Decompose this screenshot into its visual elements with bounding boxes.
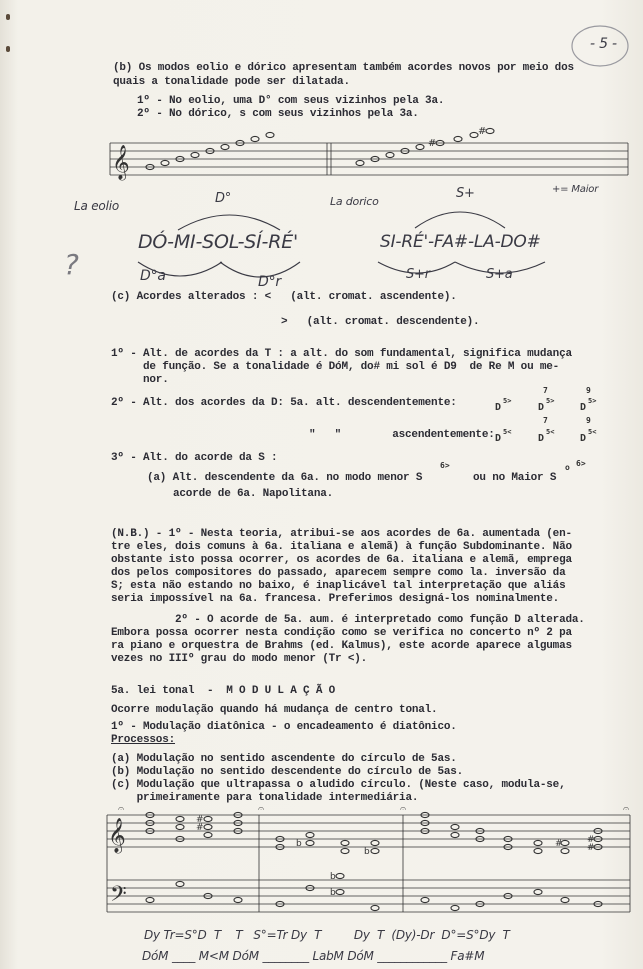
svg-text:6>: 6> xyxy=(576,459,586,468)
svg-text:D: D xyxy=(495,402,502,413)
hw-d-a: D°a xyxy=(140,268,166,284)
svg-text:𝄐: 𝄐 xyxy=(400,802,407,815)
bottom-function-labels: Dy Tr=S°D T T S°=Tr Dy T Dy T (Dy)-Dr D°=S°Dy T xyxy=(144,928,510,942)
altered-p1-c: nor. xyxy=(111,374,169,386)
svg-text:𝄐: 𝄐 xyxy=(118,802,125,815)
altered-p1-a: 1º - Alt. de acordes da T : a alt. do som fundamental, significa mudança xyxy=(111,348,572,360)
altered-p2b: " " ascendentemente: xyxy=(309,429,495,441)
svg-text:#: # xyxy=(587,835,595,845)
svg-text:D: D xyxy=(538,402,545,413)
modulation-b: (b) Modulação no sentido descendente do círculo de 5as. xyxy=(111,766,464,778)
hw-s-plus: S+ xyxy=(456,186,475,201)
svg-text:b: b xyxy=(364,847,370,857)
svg-text:b: b xyxy=(330,872,336,882)
altered-p3a: (a) Alt. descendente da 6a. no modo menor S xyxy=(147,472,423,484)
intro-line-1: (b) Os modos eolio e dórico apresentam também acordes novos por meio dos xyxy=(113,62,574,74)
svg-text:5>: 5> xyxy=(546,397,555,405)
svg-text:D: D xyxy=(580,402,587,413)
svg-text:D: D xyxy=(495,433,502,444)
hw-arcs xyxy=(138,212,545,277)
hw-dorico-notes: SI-RÉ'-FA#-LA-DO# xyxy=(380,232,541,252)
nb-line-3: obstante isto possa ocorrer, os acordes de 6a. italiana e alemã, emprega xyxy=(111,554,572,566)
nb-line-6: seria impossível na 6a. francesa. Preferimos designá-los nominalmente. xyxy=(111,593,560,605)
bottom-key-labels: DóM ____ M<M DóM ________ LabM DóM ____________ Fa#M xyxy=(142,949,485,963)
svg-text:#: # xyxy=(555,839,563,849)
top-staff xyxy=(110,143,628,175)
altered-p2: 2º - Alt. dos acordes da D: 5a. alt. descendentemente: xyxy=(111,397,457,409)
svg-text:5>: 5> xyxy=(503,397,512,405)
nb-line-5: S; esta não estando no baixo, é inaplicável tal interpretação que aliás xyxy=(111,580,566,592)
intro-line-2: quais a tonalidade pode ser dilatada. xyxy=(113,76,350,88)
hw-la-dorico: La dorico xyxy=(330,195,379,208)
hw-eolio-notes: DÓ-MI-SOL-SÍ-RÉ' xyxy=(138,231,299,253)
treble-clef-icon: 𝄞 xyxy=(112,145,130,180)
svg-text:b: b xyxy=(330,888,336,898)
hw-la-eolio: La eolio xyxy=(74,199,119,213)
top-staff-notes xyxy=(146,128,494,169)
svg-text:#: # xyxy=(587,843,595,853)
hw-s-r: S+r xyxy=(406,267,430,282)
modulation-processes: Processos: xyxy=(111,734,176,746)
svg-text:𝄐: 𝄐 xyxy=(623,802,630,815)
svg-text:6>: 6> xyxy=(440,461,450,470)
modulation-heading: 5a. lei tonal - M O D U L A Ç Ã O xyxy=(111,685,336,697)
altered-p3b: acorde de 6a. Napolitana. xyxy=(173,488,334,500)
hw-s-a: S+a xyxy=(486,267,513,282)
svg-text:5<: 5< xyxy=(503,428,512,436)
hw-question-mark: ? xyxy=(64,248,79,281)
altered-c-line-2: > (alt. cromat. descendente). xyxy=(281,316,480,328)
dominant-alteration-symbols xyxy=(440,386,596,472)
altered-p3: 3º - Alt. do acorde da S : xyxy=(111,452,278,464)
svg-text:5<: 5< xyxy=(546,428,555,436)
page-number-circle xyxy=(572,26,628,66)
svg-text:D: D xyxy=(580,433,587,444)
modulation-c2: primeiramente para tonalidade intermediária. xyxy=(111,792,419,804)
altered-p3a-mid: ou no Maior S xyxy=(473,472,557,484)
treble-clef-icon: 𝄞 xyxy=(108,818,126,853)
svg-text:7: 7 xyxy=(543,386,548,395)
nb-line-2: tre eles, dois comuns à 6a. italiana e alemã) à função Subdominante. Não xyxy=(111,541,572,553)
modulation-a: (a) Modulação no sentido ascendente do círculo de 5as. xyxy=(111,753,457,765)
svg-text:5<: 5< xyxy=(588,428,597,436)
altered-p1-b: de função. Se a tonalidade é DóM, do# mi sol é D9 de Re M ou me- xyxy=(111,361,560,373)
altered-c-line: (c) Acordes alterados : < (alt. cromat. ascendente). xyxy=(111,291,457,303)
intro-item-1: 1º - No eolio, uma D° com seus vizinhos pela 3a. xyxy=(137,95,445,107)
svg-text:b: b xyxy=(296,839,302,849)
svg-text:5>: 5> xyxy=(588,397,597,405)
grand-staff xyxy=(107,815,630,912)
svg-text:#: # xyxy=(196,815,204,825)
svg-text:9: 9 xyxy=(586,416,591,425)
svg-text:9: 9 xyxy=(586,386,591,395)
svg-text:#: # xyxy=(196,823,204,833)
sharp-icon: # xyxy=(478,126,487,137)
hw-d-degree: D° xyxy=(215,191,232,206)
accidental-icons xyxy=(196,815,595,898)
nb-line-7: 2º - O acorde de 5a. aum. é interpretado como função D alterada. xyxy=(111,614,585,626)
svg-text:D: D xyxy=(538,433,545,444)
bass-clef-icon: 𝄢 xyxy=(110,882,127,912)
svg-text:𝄐: 𝄐 xyxy=(258,802,265,815)
hw-d-r: D°r xyxy=(258,274,281,290)
page-number: - 5 - xyxy=(590,36,617,52)
modulation-diatonic: 1º - Modulação diatônica - o encadeamento é diatônico. xyxy=(111,721,457,733)
nb-line-9: ra piano e orquestra de Brahms (ed. Kalmus), este acorde aparece algumas xyxy=(111,640,572,652)
intro-item-2: 2º - No dórico, s com seus vizinhos pela 3a. xyxy=(137,108,419,120)
fermata-marks xyxy=(118,802,629,815)
nb-line-10: vezes no IIIº grau do modo menor (Tr <). xyxy=(111,653,368,665)
svg-text:7: 7 xyxy=(543,416,548,425)
hw-t-maior: += Maior xyxy=(552,184,599,195)
nb-line-1: (N.B.) - 1º - Nesta teoria, atribui-se aos acordes de 6a. aumentada (en- xyxy=(111,528,572,540)
svg-text:o: o xyxy=(565,463,570,472)
sharp-icon: # xyxy=(428,138,437,149)
nb-line-8: Embora possa ocorrer nesta condição como se verifica no concerto nº 2 pa xyxy=(111,627,572,639)
modulation-def: Ocorre modulação quando há mudança de centro tonal. xyxy=(111,704,438,716)
nb-line-4: dos pelos compositores do passado, aparecem sempre como la. inversão da xyxy=(111,567,566,579)
modulation-c1: (c) Modulação que ultrapassa o aludido círculo. (Neste caso, modula-se, xyxy=(111,779,566,791)
